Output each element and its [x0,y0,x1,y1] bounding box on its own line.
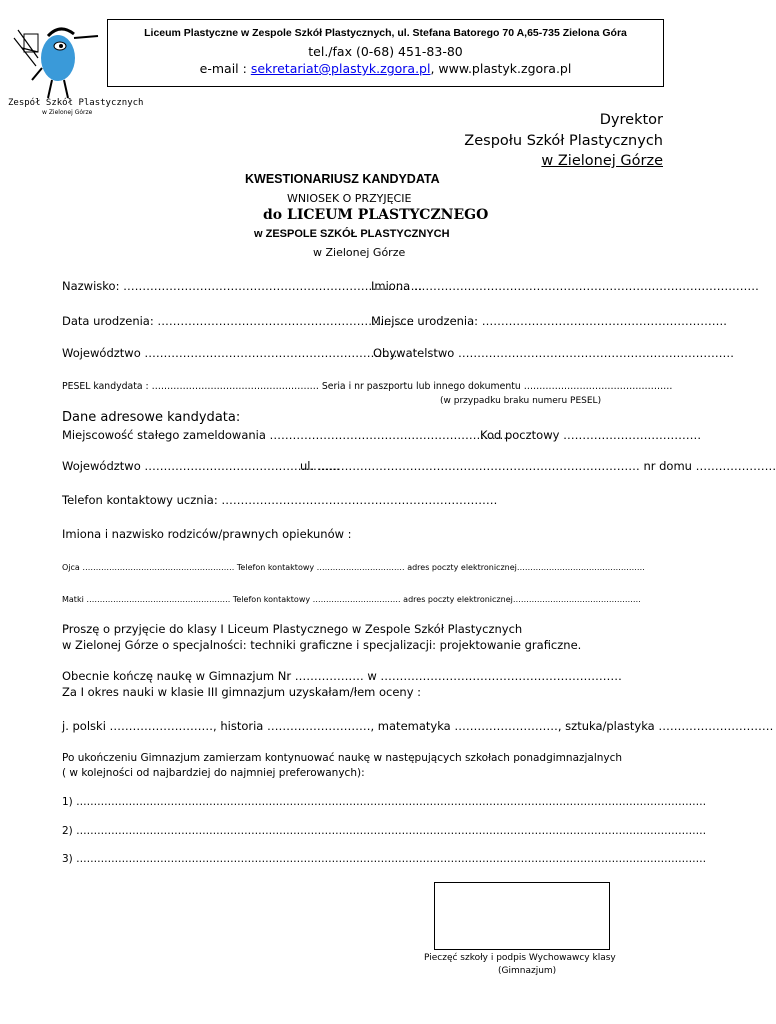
continue-line-2: ( w kolejności od najbardziej do najmniej preferowanych): [62,767,365,779]
stamp-caption-2: (Gimnazjum) [498,966,557,976]
field-postal-code[interactable]: Kod pocztowy ……………………………… [480,428,702,442]
grades-header: Za I okres nauki w klasie III gimnazjum uzyskałam/łem oceny : [62,685,422,699]
field-birth-place[interactable]: Miejsce urodzenia: ………………………………………………………. [371,314,727,328]
form-subtitle-2: do LICEUM PLASTYCZNEGO [263,207,489,223]
field-grades[interactable]: j. polski ………………………, historia ………………………, matematyka ………………………, sztuka/plastyka ………………………… [62,719,774,733]
field-pesel[interactable]: PESEL kandydata : ……………………………………………… Seria i nr paszportu lub innego dokumentu ………………………………………… [62,381,673,392]
continue-line-1: Po ukończeniu Gimnazjum zamierzam kontynuować naukę w następujących szkołach ponadgimnazjalnych [62,752,623,764]
email-link[interactable]: sekretariat@plastyk.zgora.pl [250,61,431,76]
field-voivodeship[interactable]: Województwo …………………………………………………………. [62,346,402,360]
stamp-signature-box[interactable] [434,882,610,950]
field-citizenship[interactable]: Obywatelstwo ……………………………………………………………… [373,346,734,360]
form-subtitle-4: w Zielonej Górze [313,246,406,259]
stamp-caption: Pieczęć szkoły i podpis Wychowawcy klasy [424,953,616,963]
header-address: Liceum Plastyczne w Zespole Szkół Plastycznych, ul. Stefana Batorego 70 A,65-735 Zielona Góra [144,27,627,39]
header-contact [108,61,663,76]
field-street[interactable]: ul. ………………………………………………………………………… nr domu ………………… [300,459,776,473]
pesel-note: (w przypadku braku numeru PESEL) [440,396,602,406]
logo-text-1: Zespół Szkół Plastycznych [8,98,144,108]
logo-text-2: w Zielonej Górze [42,109,93,116]
header-box [107,19,664,87]
addressee-school: Zespołu Szkół Plastycznych [464,133,663,149]
address-section-header: Dane adresowe kandydata: [62,410,241,425]
field-residence[interactable]: Miejscowość stałego zameldowania ……………………………………………………… [62,428,512,442]
website-text: , www.plastyk.zgora.pl [430,61,572,76]
field-surname[interactable]: Nazwisko: …………………………………………………………………… [62,279,423,293]
request-line-2: w Zielonej Górze o specjalności: techniki graficzne i specjalizacji: projektowanie graficzne. [62,638,582,652]
field-mother[interactable]: Matki ……………………………………………… Telefon kontaktowy …………………………… adres poczty elektronicznej………………………………………… [62,595,641,604]
field-school-choice-1[interactable]: 1) ……………………………………………………………………………………………………………………………………………………………… [62,796,707,808]
form-title: KWESTIONARIUSZ KANDYDATA [245,172,440,186]
field-school-choice-2[interactable]: 2) ……………………………………………………………………………………………………………………………………………………………… [62,825,707,837]
form-subtitle-3: w ZESPOLE SZKÓŁ PLASTYCZNYCH [254,228,450,240]
field-father[interactable]: Ojca ………………………………………………… Telefon kontaktowy …………………………… adres poczty elektronicznej………………………………………… [62,563,645,572]
field-student-phone[interactable]: Telefon kontaktowy ucznia: ……………………………………………………………… [62,493,498,507]
field-birth-date[interactable]: Data urodzenia: …………………………………………………………. [62,314,415,328]
email-prefix: e-mail : [199,61,251,76]
field-current-school[interactable]: Obecnie kończę naukę w Gimnazjum Nr ……………… w ……………………………………………………… [62,669,622,683]
form-subtitle-1: WNIOSEK O PRZYJĘCIE [287,192,412,205]
addressee-title: Dyrektor [599,112,663,128]
field-first-names[interactable]: Imiona ……………………………………………………………………………… [371,279,759,293]
field-school-choice-3[interactable]: 3) ……………………………………………………………………………………………………………………………………………………………… [62,853,707,865]
field-voivodeship-address[interactable]: Województwo …………………………………………… [62,459,340,473]
school-logo [8,18,144,118]
header-phone: tel./fax (0-68) 451-83-80 [308,44,463,59]
addressee-city: w Zielonej Górze [541,153,663,169]
parents-header: Imiona i nazwisko rodziców/prawnych opiekunów : [62,527,352,541]
request-line-1: Proszę o przyjęcie do klasy I Liceum Plastycznego w Zespole Szkół Plastycznych [62,622,523,636]
